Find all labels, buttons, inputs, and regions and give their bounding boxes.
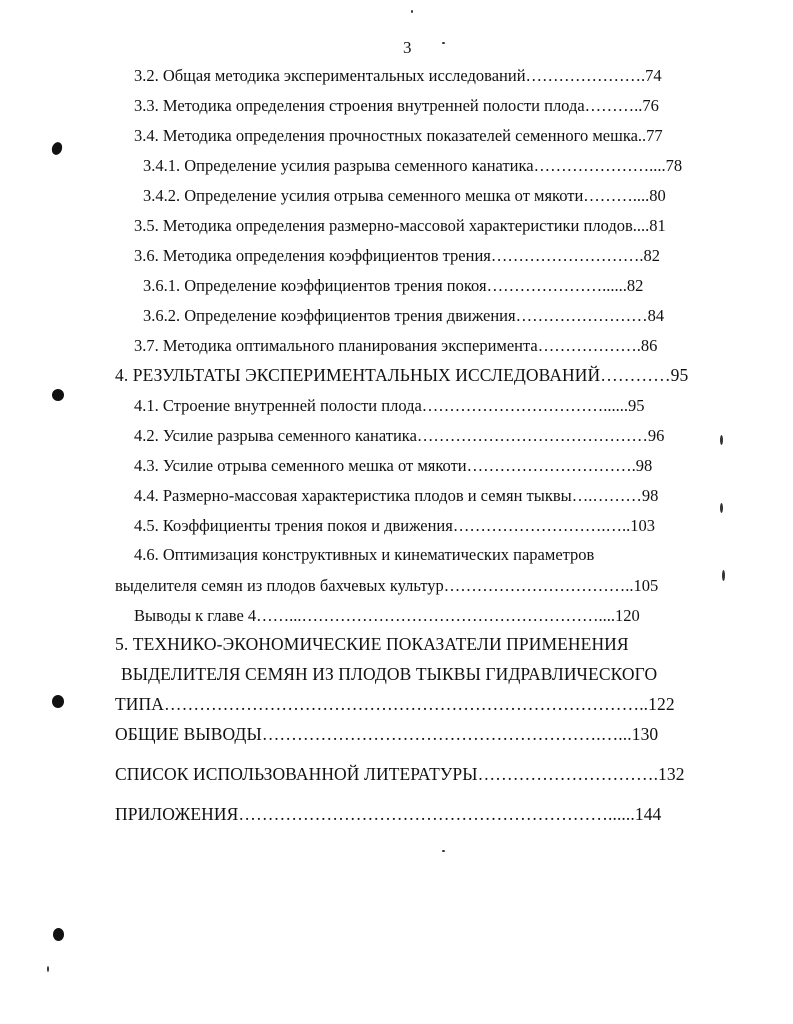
toc-entry-4-5: 4.5. Коэффициенты трения покоя и движения……………………….…..103: [134, 516, 655, 535]
toc-entry-4-2: 4.2. Усилие разрыва семенного канатика……………………………………96: [134, 426, 665, 445]
toc-entry-chapter-5-line2: ВЫДЕЛИТЕЛЯ СЕМЯН ИЗ ПЛОДОВ ТЫКВЫ ГИДРАВЛИЧЕСКОГО: [121, 664, 658, 684]
punch-hole-mark: [50, 141, 64, 157]
toc-entry-3-4-1: 3.4.1. Определение усилия разрыва семенного канатика…………………....78: [143, 156, 683, 175]
toc-entry-chapter-4: 4. РЕЗУЛЬТАТЫ ЭКСПЕРИМЕНТАЛЬНЫХ ИССЛЕДОВАНИЙ…………95: [115, 365, 689, 385]
toc-entry-3-7: 3.7. Методика оптимального планирования эксперимента……………….86: [134, 336, 658, 355]
toc-entry-chapter-5: 5. ТЕХНИКО-ЭКОНОМИЧЕСКИЕ ПОКАЗАТЕЛИ ПРИМЕНЕНИЯ: [115, 634, 629, 654]
punch-hole-mark: [53, 928, 64, 941]
toc-entry-3-6-2: 3.6.2. Определение коэффициентов трения движения……………………84: [143, 306, 665, 325]
scan-speck: [720, 503, 723, 513]
scan-speck: [442, 850, 445, 852]
scan-speck: [442, 42, 445, 44]
toc-entry-4-1: 4.1. Строение внутренней полости плода……………………………......95: [134, 396, 645, 415]
toc-entry-4-3: 4.3. Усилие отрыва семенного мешка от мякоти………………………….98: [134, 456, 653, 475]
toc-entry-3-5: 3.5. Методика определения размерно-массовой характеристики плодов....81: [134, 216, 666, 235]
toc-entry-appendices: ПРИЛОЖЕНИЯ………………………………………………………......144: [115, 804, 662, 824]
toc-entry-chapter-5-line3: ТИПА………………………………………………………………………..122: [115, 694, 675, 714]
punch-hole-mark: [52, 695, 64, 708]
toc-entry-4-6: 4.6. Оптимизация конструктивных и кинематических параметров: [134, 545, 595, 564]
toc-entry-3-6: 3.6. Методика определения коэффициентов трения……………………….82: [134, 246, 661, 265]
toc-entry-3-3: 3.3. Методика определения строения внутренней полости плода………..76: [134, 96, 659, 115]
toc-entry-references: СПИСОК ИСПОЛЬЗОВАННОЙ ЛИТЕРАТУРЫ………………………….132: [115, 764, 685, 784]
toc-entry-3-2: 3.2. Общая методика экспериментальных исследований………………….74: [134, 66, 662, 85]
scan-speck: [411, 10, 413, 13]
toc-entry-3-6-1: 3.6.1. Определение коэффициентов трения покоя…………………......82: [143, 276, 644, 295]
scan-speck: [720, 435, 723, 445]
toc-entry-chapter-4-conclusions: Выводы к главе 4……...………………………………………………....120: [134, 606, 640, 625]
punch-hole-mark: [52, 389, 64, 401]
toc-entry-3-4-2: 3.4.2. Определение усилия отрыва семенного мешка от мякоти………....80: [143, 186, 666, 205]
toc-entry-general-conclusions: ОБЩИЕ ВЫВОДЫ………………………………………………….…...130: [115, 724, 659, 744]
toc-entry-4-4: 4.4. Размерно-массовая характеристика плодов и семян тыквы….………98: [134, 486, 659, 505]
scan-speck: [47, 966, 49, 972]
scan-speck: [722, 570, 725, 581]
page-number: 3: [403, 38, 412, 57]
toc-entry-3-4: 3.4. Методика определения прочностных показателей семенного мешка..77: [134, 126, 663, 145]
toc-entry-4-6-continued: выделителя семян из плодов бахчевых культур……………………………..105: [115, 576, 659, 595]
